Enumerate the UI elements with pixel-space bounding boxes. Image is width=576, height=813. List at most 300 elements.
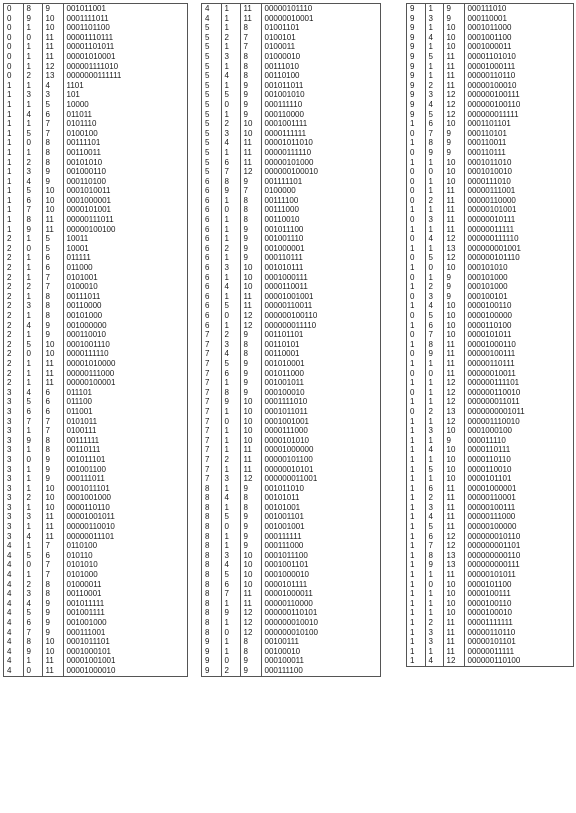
level-cell: 1 [425,417,443,427]
level-cell: 9 [23,225,42,235]
code-cell: 000000000110 [467,550,521,560]
table-row [407,148,525,158]
table-row [407,301,525,311]
length-cell: 8 [42,445,63,455]
length-cell: 11 [443,512,464,522]
run-cell: 4 [4,647,23,657]
table-row [4,23,121,33]
run-cell: 0 [407,177,425,187]
code-cell: 00110010 [264,215,300,225]
code-cell: 000111110 [264,99,303,109]
level-cell: 1 [23,253,42,263]
code-cell: 00001001011 [66,512,115,522]
length-cell: 9 [240,532,261,542]
level-cell: 1 [221,618,240,628]
code-cell: 0001000101 [66,646,111,656]
code-cell: 00101011 [264,493,300,503]
run-cell: 3 [4,484,23,494]
length-cell: 11 [443,522,464,532]
table-row [4,234,121,244]
code-cell: 000111011 [66,474,105,484]
level-cell: 1 [221,532,240,542]
level-cell: 1 [425,244,443,254]
table-row [407,512,525,522]
run-cell: 1 [4,205,23,215]
code-cell: 010110 [66,550,93,560]
length-cell: 8 [240,637,261,647]
length-cell: 12 [443,532,464,542]
length-cell: 9 [240,81,261,91]
run-cell: 7 [202,340,221,350]
length-cell: 9 [42,628,63,638]
run-cell: 7 [202,397,221,407]
run-cell: 5 [202,100,221,110]
length-cell: 8 [42,148,63,158]
length-cell: 11 [42,369,63,379]
level-cell: 0 [23,560,42,570]
run-cell: 2 [4,359,23,369]
length-cell: 7 [240,33,261,43]
run-cell: 0 [407,234,425,244]
run-cell: 3 [4,493,23,503]
code-cell: 00101000 [66,311,103,320]
length-cell: 8 [240,647,261,657]
level-cell: 0 [425,167,443,177]
run-cell: 1 [407,589,425,599]
level-cell: 1 [23,378,42,388]
code-cell: 0101010 [66,560,98,570]
code-cell: 000000100010 [264,167,318,177]
run-cell: 9 [407,100,425,110]
length-cell: 8 [240,349,261,359]
length-cell: 11 [240,599,261,609]
level-cell: 3 [23,167,42,177]
code-cell: 001001011 [264,378,304,388]
table-row [4,33,121,43]
level-cell: 8 [425,551,443,561]
length-cell: 11 [443,215,464,225]
level-cell: 3 [221,551,240,561]
table-row [4,666,121,676]
code-cell: 000100010 [264,387,305,397]
level-cell: 1 [23,522,42,532]
run-cell: 1 [407,301,425,311]
table-row [407,330,525,340]
length-cell: 13 [443,551,464,561]
length-cell: 11 [42,215,63,225]
table-row [202,90,318,100]
run-cell: 0 [407,273,425,283]
length-cell: 8 [42,436,63,446]
length-cell: 12 [443,656,464,666]
table-row [202,52,318,62]
table-row [407,292,525,302]
level-cell: 3 [425,90,443,100]
length-cell: 11 [42,225,63,235]
level-cell: 8 [23,215,42,225]
table-row [202,378,318,388]
code-cell: 011111 [66,253,91,263]
level-cell: 4 [425,512,443,522]
run-cell: 2 [4,340,23,350]
length-cell: 10 [240,426,261,436]
length-cell: 11 [240,148,261,158]
code-cell: 000000100111 [467,90,520,100]
length-cell: 8 [240,52,261,62]
level-cell: 3 [221,263,240,273]
table-row [407,253,525,263]
code-cell: 0000110111 [467,445,511,455]
length-cell: 12 [443,417,464,427]
run-cell: 5 [202,52,221,62]
level-cell: 3 [23,589,42,599]
table-row [202,445,318,455]
run-cell: 9 [202,637,221,647]
table-row [4,417,121,427]
length-cell: 11 [240,445,261,455]
length-cell: 10 [42,196,63,206]
code-cell: 00000100000 [467,522,517,532]
table-row [407,503,525,513]
level-cell: 9 [221,608,240,618]
table-row [407,282,525,292]
run-cell: 3 [4,503,23,513]
length-cell: 8 [240,340,261,350]
level-cell: 0 [23,244,42,254]
length-cell: 11 [443,484,464,494]
table-row [4,282,121,292]
level-cell: 1 [221,215,240,225]
table-row [407,340,525,350]
code-cell: 001010111 [264,263,304,273]
level-cell: 0 [221,417,240,427]
length-cell: 10 [42,14,63,24]
run-cell: 8 [202,608,221,618]
code-cell: 00000110110 [467,627,516,637]
table-row [202,71,318,81]
code-cell: 00001000110 [467,339,516,349]
run-cell: 0 [4,71,23,81]
table-row [407,436,525,446]
code-cell: 00000101100 [264,454,313,464]
length-cell: 9 [443,129,464,139]
level-cell: 7 [23,628,42,638]
run-cell: 3 [4,388,23,398]
length-cell: 9 [240,359,261,369]
level-cell: 0 [23,138,42,148]
table-row [407,4,525,14]
run-cell: 1 [407,417,425,427]
level-cell: 9 [425,560,443,570]
level-cell: 3 [23,90,42,100]
run-cell: 4 [4,618,23,628]
table-row [4,292,121,302]
run-cell: 1 [4,138,23,148]
run-cell: 0 [407,349,425,359]
table-row [202,196,318,206]
length-cell: 11 [443,618,464,628]
level-cell: 5 [23,608,42,618]
run-cell: 1 [407,560,425,570]
table-row [202,100,318,110]
run-cell: 2 [4,321,23,331]
level-cell: 7 [221,167,240,177]
code-cell: 000000001101 [467,541,521,551]
level-cell: 1 [221,253,240,263]
run-cell: 2 [4,234,23,244]
run-cell: 1 [407,656,425,666]
run-cell: 5 [202,62,221,72]
level-cell: 1 [425,62,443,72]
level-cell: 1 [221,426,240,436]
table-row [407,637,525,647]
code-cell: 00000110000 [467,195,516,205]
length-cell: 10 [443,311,464,321]
run-cell: 5 [202,129,221,139]
run-cell: 6 [202,177,221,187]
level-cell: 3 [23,301,42,311]
level-cell: 9 [23,647,42,657]
run-cell: 3 [4,512,23,522]
level-cell: 1 [221,110,240,120]
level-cell: 1 [425,71,443,81]
table-row [407,196,525,206]
length-cell: 9 [42,455,63,465]
length-cell: 11 [240,292,261,302]
table-row [202,292,318,302]
length-cell: 9 [443,14,464,24]
level-cell: 1 [425,589,443,599]
table-row [407,618,525,628]
level-cell: 1 [23,359,42,369]
length-cell: 9 [240,110,261,120]
code-cell: 00110001 [66,589,102,599]
code-cell: 00110001 [264,349,300,359]
code-cell: 0100101 [264,32,296,42]
code-cell: 000000011011 [467,397,520,407]
level-cell: 2 [221,119,240,129]
code-cell: 0001000010 [264,570,309,580]
table-row [407,589,525,599]
run-cell: 5 [202,71,221,81]
run-cell: 1 [4,119,23,129]
table-row [407,52,525,62]
level-cell: 1 [23,445,42,455]
run-cell: 1 [4,177,23,187]
code-cell: 00000101110 [264,4,313,13]
code-cell: 000001110010 [467,416,520,426]
code-cell: 0001011101 [66,637,110,647]
level-cell: 6 [23,407,42,417]
level-cell: 1 [23,369,42,379]
level-cell: 1 [23,503,42,513]
run-cell: 1 [407,484,425,494]
length-cell: 10 [443,330,464,340]
level-cell: 1 [425,4,443,14]
table-row [202,647,318,657]
level-cell: 1 [221,445,240,455]
table-row [202,618,318,628]
length-cell: 11 [42,378,63,388]
table-row [202,474,318,484]
code-cell: 000000110100 [467,656,521,666]
table-row [407,656,525,666]
length-cell: 10 [443,33,464,43]
level-cell: 2 [23,158,42,168]
level-cell: 0 [221,522,240,532]
table-row [202,397,318,407]
length-cell: 10 [443,23,464,33]
run-cell: 0 [4,23,23,33]
table-row [202,599,318,609]
code-cell: 0000111111 [264,128,307,138]
code-cell: 0001001000 [66,493,111,503]
level-cell: 6 [425,484,443,494]
length-cell: 4 [42,81,63,91]
length-cell: 10 [42,647,63,657]
run-cell: 7 [202,436,221,446]
length-cell: 10 [443,42,464,52]
table-row [407,378,525,388]
code-cell: 0000100111 [467,589,511,599]
length-cell: 11 [42,52,63,62]
length-cell: 9 [443,4,464,14]
table-row [407,234,525,244]
level-cell: 1 [221,225,240,235]
run-cell: 9 [407,23,425,33]
run-cell: 4 [4,628,23,638]
code-cell: 011100 [66,397,93,407]
run-cell: 1 [4,90,23,100]
length-cell: 11 [42,42,63,52]
length-cell: 9 [240,253,261,263]
level-cell: 1 [425,177,443,187]
code-cell: 0001000011 [467,42,512,52]
level-cell: 1 [23,273,42,283]
run-cell: 8 [202,599,221,609]
code-cell: 00001010001 [66,51,116,61]
code-cell: 000000011111 [467,109,519,119]
length-cell: 8 [240,23,261,33]
run-cell: 6 [202,301,221,311]
table-row [407,138,525,148]
length-cell: 9 [42,599,63,609]
code-cell: 000000000111 [467,560,520,570]
code-cell: 00000101101 [467,637,516,647]
code-cell: 001011010 [264,483,304,493]
length-cell: 9 [240,666,261,676]
level-cell: 5 [425,522,443,532]
table-row [407,474,525,484]
run-cell: 0 [4,42,23,52]
table-row [202,359,318,369]
run-cell: 5 [202,119,221,129]
run-cell: 7 [202,388,221,398]
level-cell: 3 [425,14,443,24]
length-cell: 7 [42,119,63,129]
length-cell: 6 [42,388,63,398]
table-row [202,167,318,177]
run-cell: 9 [202,656,221,666]
level-cell: 4 [221,282,240,292]
run-cell: 7 [202,417,221,427]
code-cell: 011001 [66,406,93,416]
table-row [407,580,525,590]
run-cell: 4 [4,666,23,676]
table-row [407,608,525,618]
code-cell: 0000100010 [467,608,512,618]
code-cell: 000001111010 [66,61,119,71]
length-cell: 8 [42,311,63,321]
code-cell: 001000000 [66,320,107,330]
table-row [202,321,318,331]
level-cell: 1 [221,407,240,417]
table-row [4,253,121,263]
length-cell: 7 [42,282,63,292]
run-cell: 7 [202,369,221,379]
level-cell: 2 [221,666,240,676]
code-cell: 00110000 [66,301,102,311]
level-cell: 1 [23,541,42,551]
code-cell: 01000011 [66,579,102,589]
table-row [202,138,318,148]
length-cell: 10 [443,474,464,484]
level-cell: 6 [23,618,42,628]
code-cell: 011011 [66,109,93,119]
length-cell: 10 [240,397,261,407]
length-cell: 12 [443,397,464,407]
length-cell: 9 [443,273,464,283]
run-cell: 5 [202,148,221,158]
table-row [407,205,525,215]
run-cell: 0 [407,311,425,321]
run-cell: 1 [407,532,425,542]
level-cell: 4 [425,445,443,455]
level-cell: 6 [425,321,443,331]
run-cell: 1 [407,599,425,609]
level-cell: 2 [221,330,240,340]
level-cell: 1 [221,42,240,52]
run-cell: 1 [4,167,23,177]
table-row [4,618,121,628]
run-cell: 0 [4,4,23,14]
length-cell: 10 [443,445,464,455]
length-cell: 9 [443,292,464,302]
level-cell: 4 [425,301,443,311]
level-cell: 5 [221,90,240,100]
code-cell: 00000010101 [264,464,314,474]
table-row [4,349,121,359]
length-cell: 10 [240,263,261,273]
level-cell: 4 [425,33,443,43]
run-cell: 1 [4,81,23,91]
table-row [202,580,318,590]
run-cell: 0 [4,52,23,62]
code-cell: 011000 [66,263,93,273]
level-cell: 1 [425,186,443,196]
length-cell: 9 [240,330,261,340]
run-cell: 5 [202,23,221,33]
code-cell: 011101 [66,387,93,397]
level-cell: 1 [425,474,443,484]
run-cell: 8 [202,493,221,503]
length-cell: 8 [42,589,63,599]
level-cell: 1 [425,273,443,283]
table-row [4,580,121,590]
code-cell: 001011100 [264,224,304,234]
level-cell: 3 [425,292,443,302]
length-cell: 5 [42,100,63,110]
